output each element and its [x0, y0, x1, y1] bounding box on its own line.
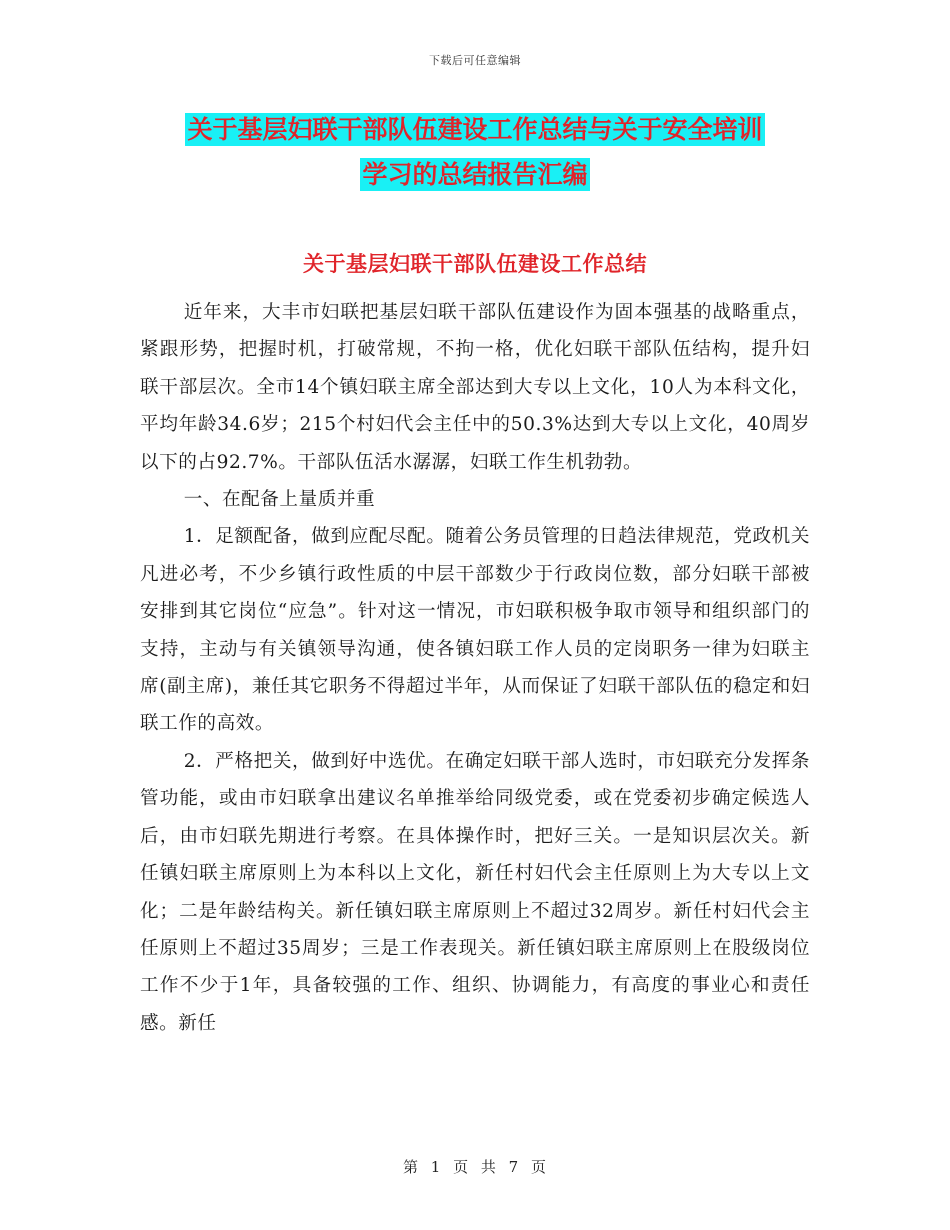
document-body [140, 294, 810, 1042]
body-paragraph-item-2: 2．严格把关，做到好中选优。在确定妇联干部人选时，市妇联充分发挥条管功能，或由市妇联拿出建议名单推举给同级党委，或在党委初步确定候选人后，由市妇联先期进行考察。在具体操作时，把好三关。一是知识层次关。新任镇妇联主席原则上为本科以上文化，新任村妇代会主任原则上为大专以上文化；二是年龄结构关。新任镇妇联主席原则上不超过32周岁。新任村妇代会主任原则上不超过35周岁；三是工作表现关。新任镇妇联主席原则上在股级岗位工作不少于1年，具备较强的工作、组织、协调能力，有高度的事业心和责任感。新任 [140, 750, 810, 1034]
document-title-line-2-text: 学习的总结报告汇编 [362, 160, 588, 189]
body-paragraph-item-1: 1．足额配备，做到应配尽配。随着公务员管理的日趋法律规范，党政机关凡进必考，不少乡镇行政性质的中层干部数少于行政岗位数，部分妇联干部被安排到其它岗位“应急”。针对这一情况，市妇联积极争取市领导和组织部门的支持，主动与有关镇领导沟通，使各镇妇联工作人员的定岗职务一律为妇联主席(副主席)，兼任其它职务不得超过半年，从而保证了妇联干部队伍的稳定和妇联工作的高效。 [140, 526, 810, 735]
document-title-line-1-text: 关于基层妇联干部队伍建设工作总结与关于安全培训 [187, 115, 763, 144]
page-header: 下载后可任意编辑 [429, 54, 521, 67]
section-title: 关于基层妇联干部队伍建设工作总结 [303, 251, 647, 276]
document-title-line-1 [0, 113, 950, 147]
body-paragraph-heading-1: 一、在配备上量质并重 [183, 489, 376, 511]
body-paragraph-intro: 近年来，大丰市妇联把基层妇联干部队伍建设作为固本强基的战略重点，紧跟形势，把握时机，打破常规，不拘一格，优化妇联干部队伍结构，提升妇联干部层次。全市14个镇妇联主席全部达到大专以上文化，10人为本科文化，平均年龄34.6岁；215个村妇代会主任中的50.3%达到大专以上文化，40周岁以下的占92.7%。干部队伍活水潺潺，妇联工作生机勃勃。 [140, 302, 810, 473]
page-footer: 第 1 页 共 7 页 [403, 1158, 547, 1176]
document-title-line-2 [0, 158, 950, 192]
